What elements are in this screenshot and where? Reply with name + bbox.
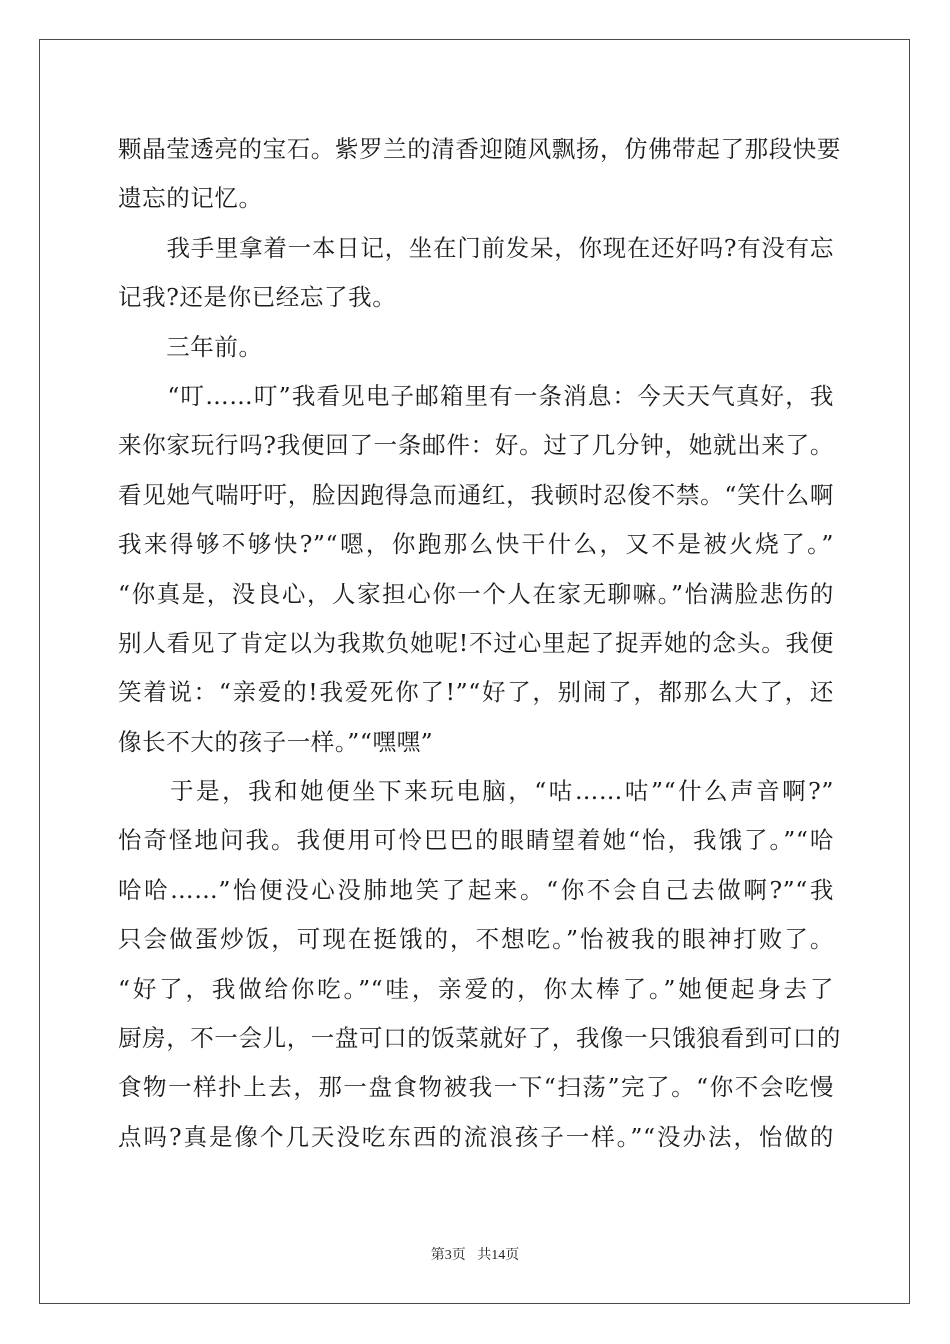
text-line: 于是，我和她便坐下来玩电脑，“咕……咕”“什么声音啊?” [118,777,834,806]
text-line: 别人看见了肯定以为我欺负她呢!不过心里起了捉弄她的念头。我便 [118,628,834,657]
text-line: 只会做蛋炒饭，可现在挺饿的，不想吃。”怡被我的眼神打败了。 [118,925,834,954]
text-line: 遗忘的记忆。 [118,184,263,213]
text-line: “好了，我做给你吃。”“哇，亲爱的，你太棒了。”她便起身去了 [118,974,834,1003]
text-line: 看见她气喘吁吁，脸因跑得急而通红，我顿时忍俊不禁。“笑什么啊 [118,480,834,509]
text-line: 像长不大的孩子一样。”“嘿嘿” [118,727,434,756]
page-total: 共14页 [477,1248,520,1263]
text-line: 笑着说：“亲爱的!我爱死你了!”“好了，别闹了，都那么大了，还 [118,678,834,707]
text-line: 厨房，不一会儿，一盘可口的饭菜就好了，我像一只饿狼看到可口的 [118,1024,841,1053]
text-line: 来你家玩行吗?我便回了一条邮件：好。过了几分钟，她就出来了。 [118,431,834,460]
text-line: 哈哈……”怡便没心没肺地笑了起来。“你不会自己去做啊?”“我 [118,875,834,904]
text-line: “叮……叮”我看见电子邮箱里有一条消息：今天天气真好，我 [118,381,834,410]
page-footer [0,1244,950,1264]
text-line: 三年前。 [118,332,263,361]
document-body [118,125,841,1162]
text-line: 记我?还是你已经忘了我。 [118,283,397,312]
text-line: 颗晶莹透亮的宝石。紫罗兰的清香迎随风飘扬，仿佛带起了那段快要 [118,135,841,163]
text-line: 我来得够不够快?”“嗯，你跑那么快干什么，又不是被火烧了。” [118,530,834,559]
page-number: 第3页 [430,1248,466,1263]
text-line: 点吗?真是像个几天没吃东西的流浪孩子一样。”“没办法，怡做的 [118,1122,834,1151]
text-line: 怡奇怪地问我。我便用可怜巴巴的眼睛望着她“怡，我饿了。”“哈 [118,826,834,855]
text-line: “你真是，没良心，人家担心你一个人在家无聊嘛。”怡满脸悲伤的 [118,579,834,608]
text-line: 我手里拿着一本日记，坐在门前发呆，你现在还好吗?有没有忘 [118,233,834,262]
text-line: 食物一样扑上去，那一盘食物被我一下“扫荡”完了。“你不会吃慢 [118,1073,834,1102]
